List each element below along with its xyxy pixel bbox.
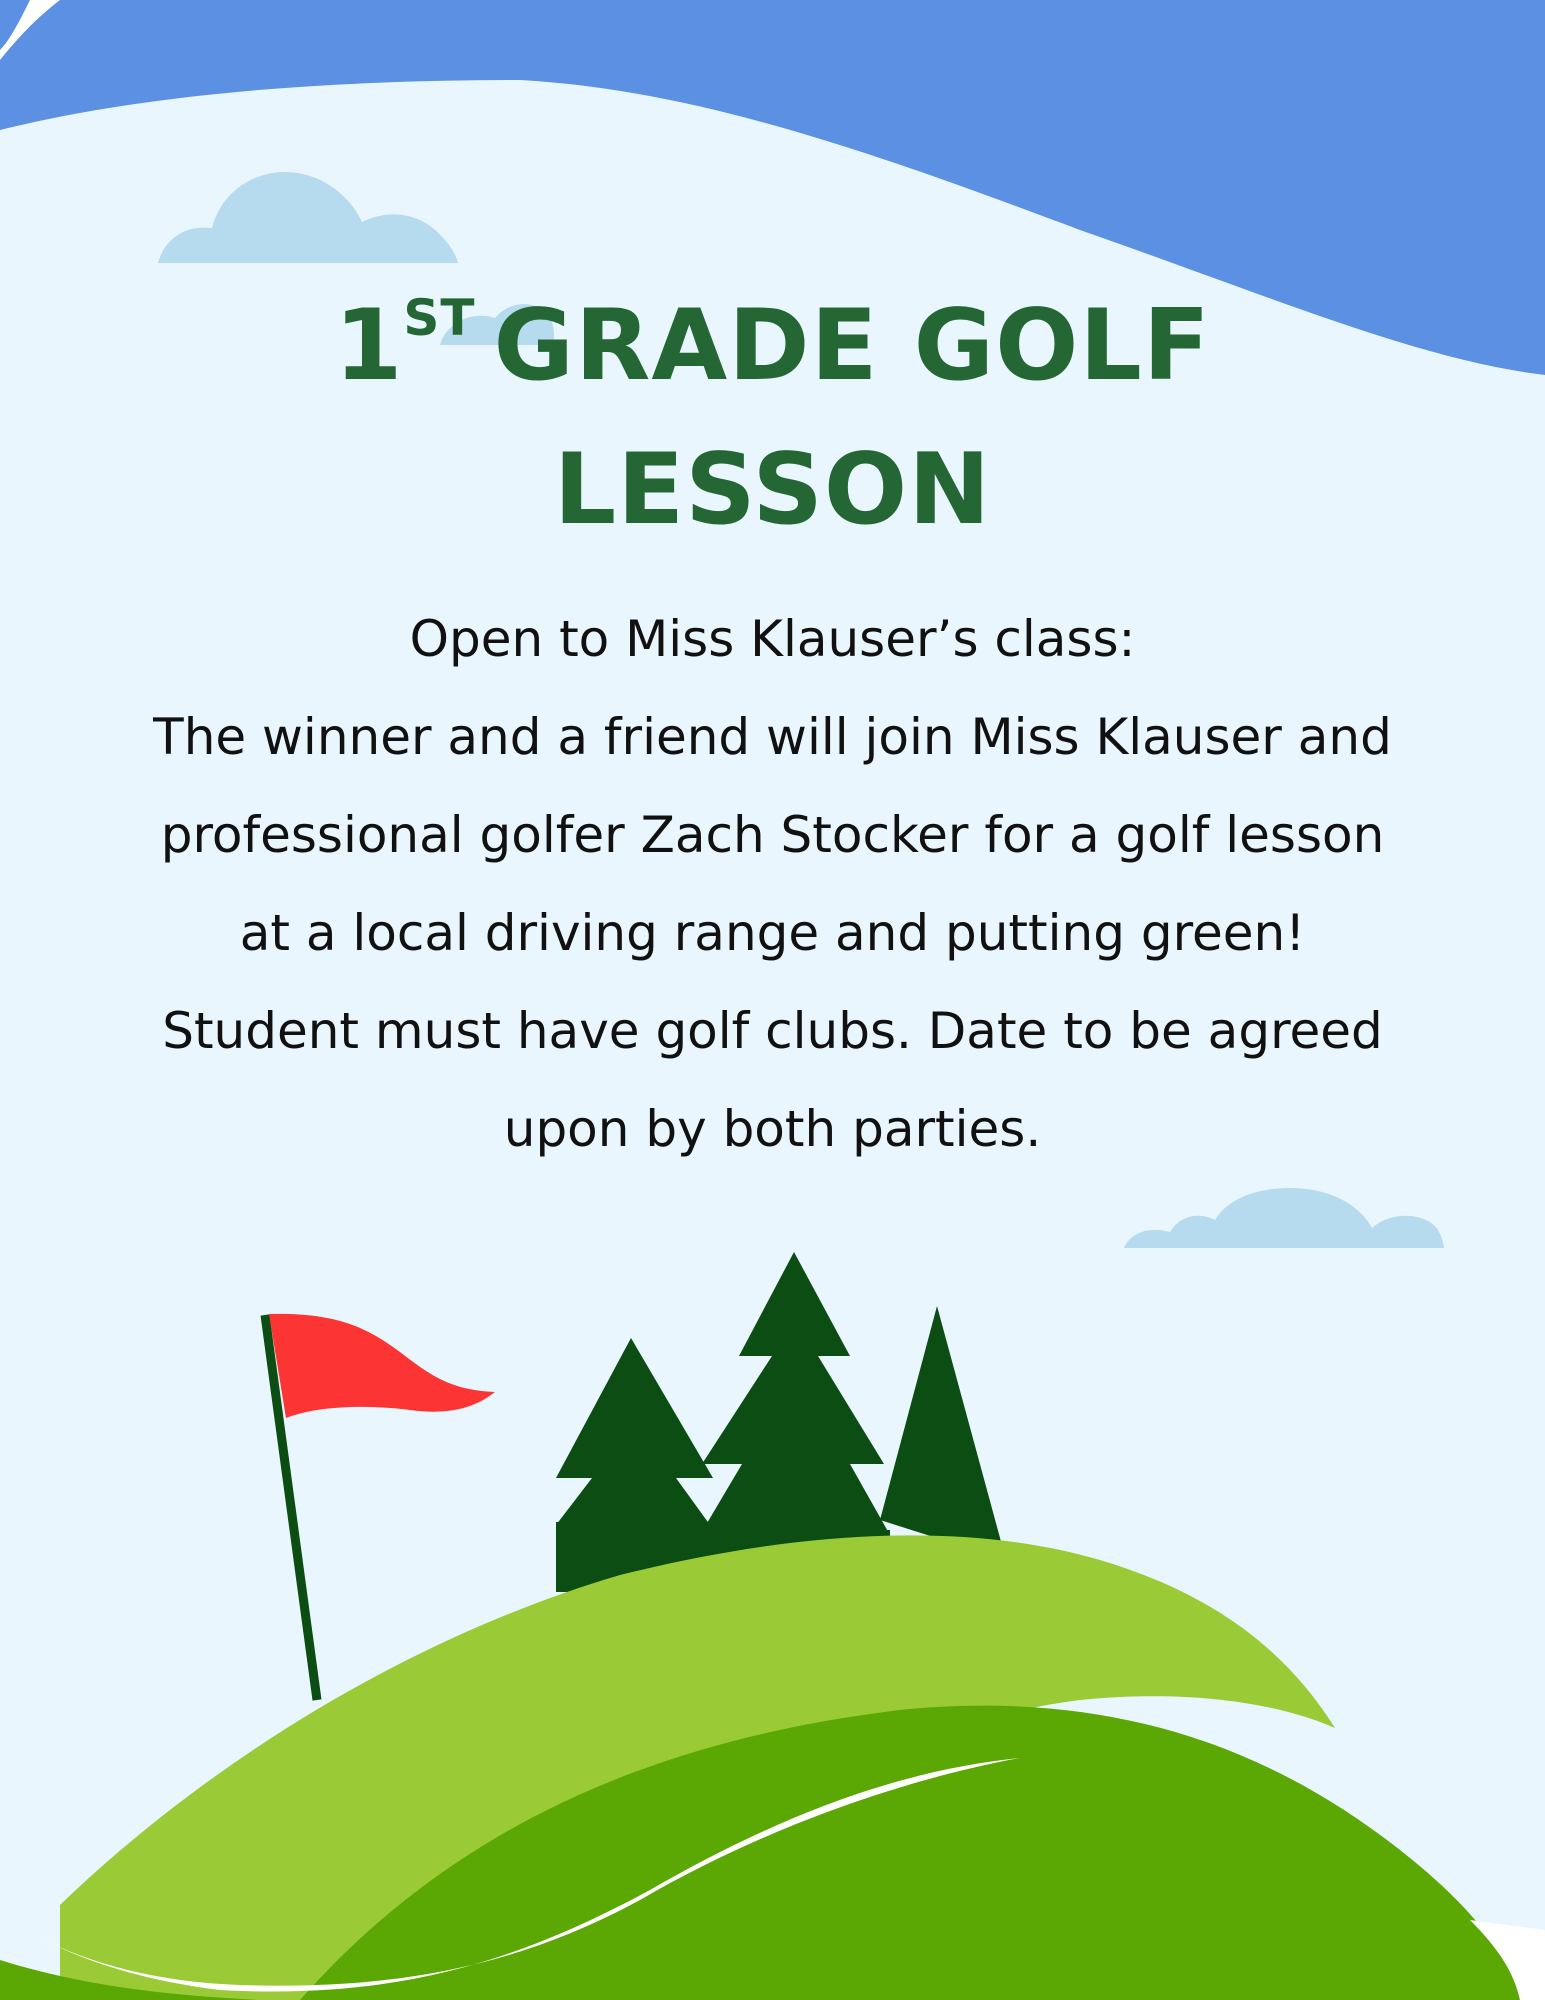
page-title	[0, 282, 1545, 554]
hill-icon	[0, 1535, 1545, 2000]
cloud-icon	[158, 172, 458, 263]
tree-icon	[880, 1306, 1006, 1560]
title-number: 1	[334, 289, 404, 403]
title-line2: LESSON	[553, 433, 992, 547]
title-ordinal-suffix: ST	[403, 289, 476, 347]
body-line-open-to: Open to Miss Klauser’s class:	[409, 610, 1136, 668]
title-line1-rest: GRADE GOLF	[493, 289, 1211, 403]
lesson-description	[140, 590, 1405, 1178]
cloud-icon	[1124, 1188, 1444, 1248]
tree-icon	[556, 1338, 716, 1592]
body-line-requirements: Student must have golf clubs. Date to be agreed upon by both parties.	[162, 1002, 1383, 1158]
body-line-winner: The winner and a friend will join Miss Klauser and professional golfer Zach Stocker for a golf lesson at a local driving range and putting green!	[153, 708, 1392, 962]
